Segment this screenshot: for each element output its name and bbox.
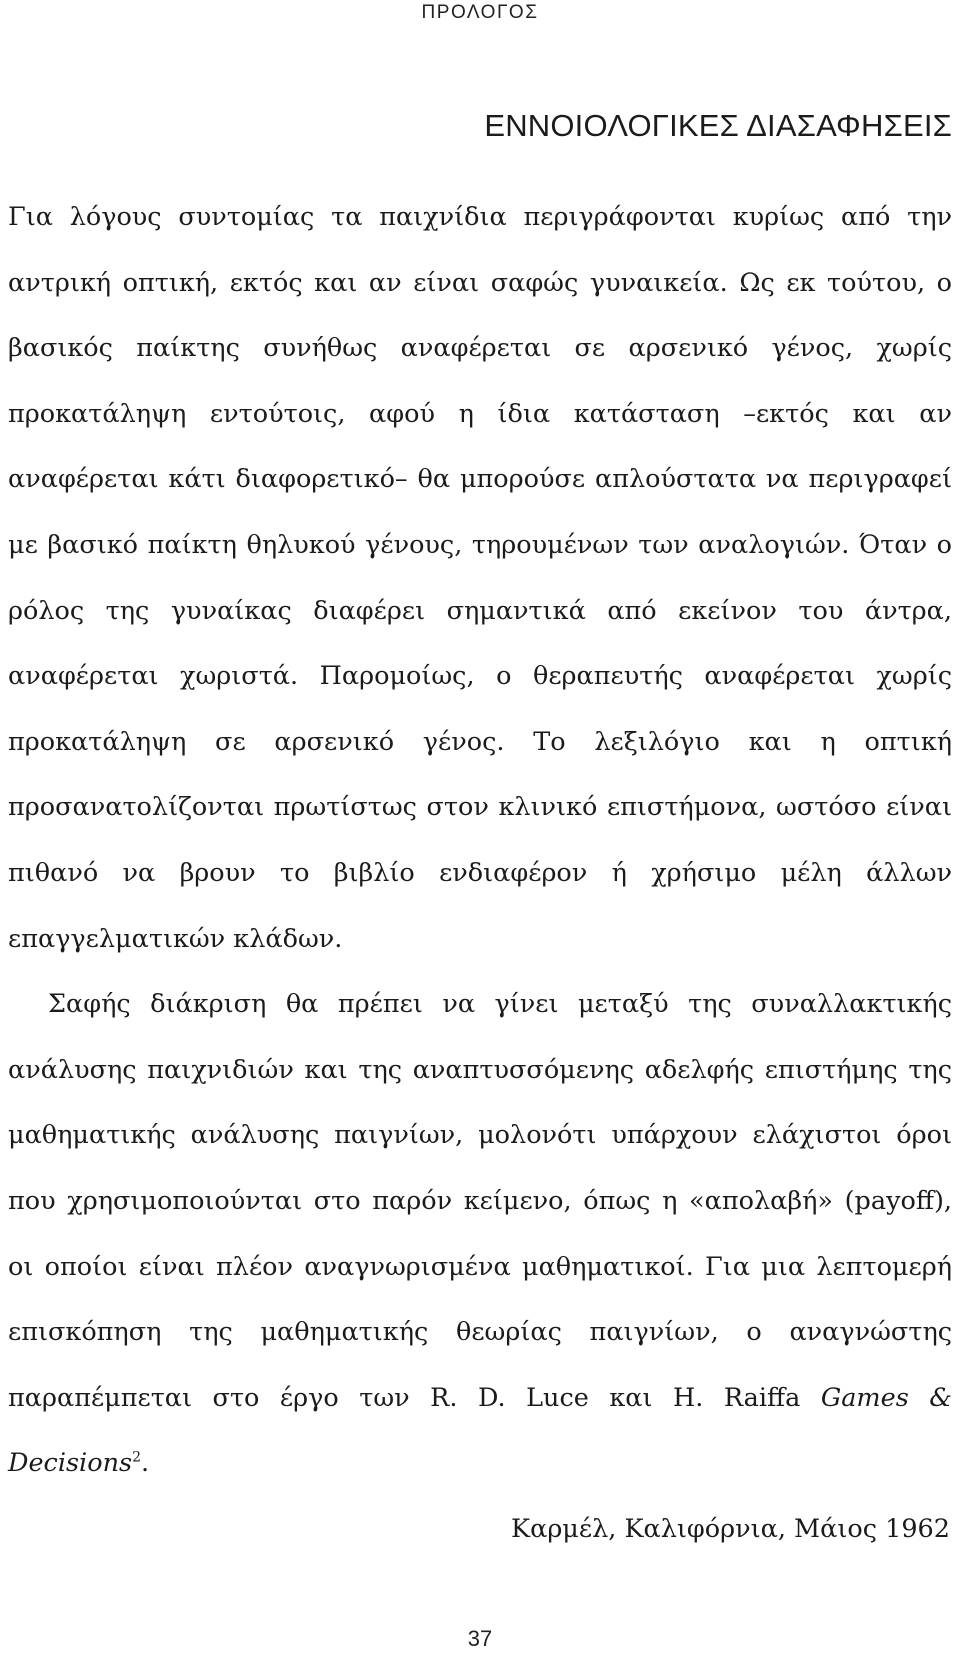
body-text xyxy=(8,185,952,1562)
paragraph-1: Για λόγους συντομίας τα παιχνίδια περιγράφονται κυρίως από την αντρική οπτική, εκτός και αν είναι σαφώς γυναικεία. Ως εκ τούτου, ο βασικός παίκτης συνήθως αναφέρεται σε αρσενικό γένος, χωρίς προκατάληψη εντούτοις, αφού η ίδια κατάσταση –εκτός και αν αναφέρεται κάτι διαφορετικό– θα μπορούσε απλούστατα να περιγραφεί με βασικό παίκτη θηλυκού γένους, τηρουμένων των αναλογιών. Όταν ο ρόλος της γυναίκας διαφέρει σημαντικά από εκείνον του άντρα, αναφέρεται χωριστά. Παρομοίως, ο θεραπευτής αναφέρεται χωρίς προκατάληψη σε αρσενικό γένος. Το λεξιλόγιο και η οπτική προσανατολίζονται πρωτίστως στον κλινικό επιστήμονα, ωστόσο είναι πιθανό να βρουν το βιβλίο ενδιαφέρον ή χρήσιμο μέλη άλλων επαγγελματικών κλάδων. xyxy=(8,202,952,954)
page-number: 37 xyxy=(467,1626,493,1651)
footnote-reference[interactable]: 2 xyxy=(132,1449,141,1466)
paragraph-2-text: Σαφής διάκριση θα πρέπει να γίνει μεταξύ της συναλλακτικής ανάλυσης παιχνιδιών και της αναπτυσσόμενης αδελφής επιστήμης της μαθηματικής ανάλυσης παιγνίων, μολονότι υπάρχουν ελάχιστοι όροι που χρησιμοποιούνται στο παρόν κείμενο, όπως η «απολαβή» (payoff), οι οποίοι είναι πλέον αναγνωρισμένα μαθηματικοί. Για μια λεπτομερή επισκόπηση της μαθηματικής θεωρίας παιγνίων, ο αναγνώστης παραπέμπεται στο έργο των R. D. Luce και H. Raiffa xyxy=(8,989,952,1413)
paragraph-2-end: . xyxy=(141,1448,150,1479)
signature-line: Καρμέλ, Καλιφόρνια, Μάιος 1962 xyxy=(511,1513,950,1544)
book-title: Games & Decisions xyxy=(8,1382,952,1479)
paragraph-2 xyxy=(8,972,952,1497)
running-head: ΠΡΟΛΟΓΟΣ xyxy=(421,2,539,23)
section-title: ΕΝΝΟΙΟΛΟΓΙΚΕΣ ΔΙΑΣΑΦΗΣΕΙΣ xyxy=(484,108,952,143)
